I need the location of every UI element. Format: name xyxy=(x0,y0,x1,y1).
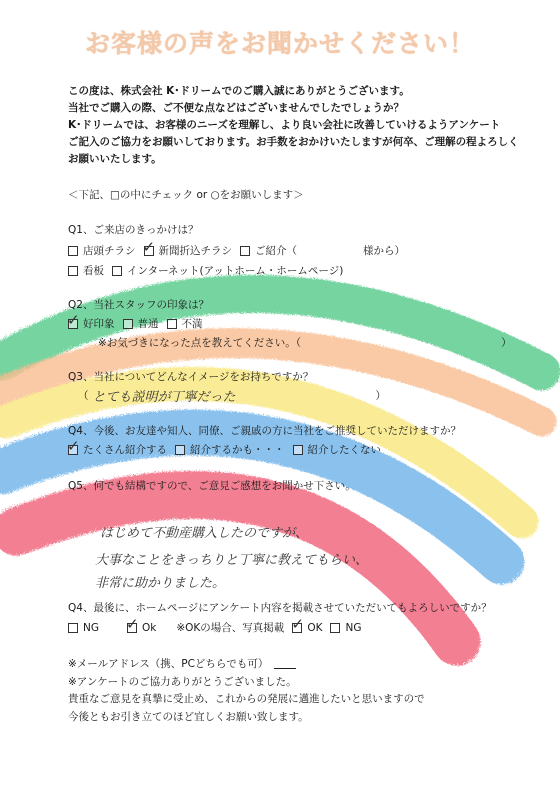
checkbox[interactable] xyxy=(123,319,133,329)
question-1-options-row1 xyxy=(68,243,405,258)
handwritten-answer: とても説明が丁寧だった xyxy=(92,390,236,405)
handwritten-line: 非常に助かりました。 xyxy=(95,576,226,591)
checkbox-checked[interactable] xyxy=(144,246,154,256)
question-2: Q2、当社スタッフの印象は？ xyxy=(68,299,209,311)
checkbox[interactable] xyxy=(175,445,185,455)
option-photo-ok[interactable]: ✓ OK xyxy=(292,622,322,634)
answer-open: （ xyxy=(78,390,89,402)
checkbox-checked[interactable] xyxy=(68,319,78,329)
handwritten-line: はじめて不動産購入したのですが、 xyxy=(100,526,309,541)
question-1: Q1、ご来店のきっかけは？ xyxy=(68,224,199,236)
option-good-impression[interactable]: ✓ 好印象 xyxy=(68,316,115,331)
checkbox[interactable] xyxy=(112,266,122,276)
checkbox-checked[interactable] xyxy=(68,445,78,455)
question-4-options xyxy=(68,442,389,457)
option-recommend-many[interactable]: ✓ たくさん紹介する xyxy=(68,442,167,457)
page-title: お客様の声をお聞かせください！ xyxy=(84,29,475,58)
option-ok[interactable]: ✓ Ok xyxy=(127,622,156,634)
option-photo-ng[interactable]: NG xyxy=(330,622,361,634)
option-average[interactable]: 普通 xyxy=(123,316,159,331)
option-signboard[interactable]: 看板 xyxy=(68,263,104,278)
question-5: Q5、何でも結構ですので、ご意見ご感想をお聞かせ下さい。 xyxy=(68,480,356,492)
closing-line-1: 貴重なご意見を真摯に受止め、これからの発展に邁進したいと思いますので xyxy=(68,693,425,705)
checkbox[interactable] xyxy=(240,246,250,256)
checkbox[interactable] xyxy=(68,246,78,256)
checkbox[interactable] xyxy=(68,266,78,276)
intro-line: 当社でご購入の際、ご不便な点などはございませんでしたでしょうか？ xyxy=(68,102,404,114)
question-6-options xyxy=(68,620,369,635)
option-referral[interactable]: ご紹介（ xyxy=(240,243,297,258)
checkbox[interactable] xyxy=(293,445,303,455)
intro-line: この度は、株式会社 K･ドリームでのご購入誠にありがとうございます。 xyxy=(68,85,410,97)
email-label: ※メールアドレス（携、PCどちらでも可） xyxy=(68,658,269,670)
photo-label: ※OKの場合、写真掲載 xyxy=(176,622,285,634)
intro-line: ご記入のご協力をお願いしております。お手数をおかけいたしますが何卒、ご理解の程よろしく xyxy=(68,136,519,148)
email-row xyxy=(68,656,296,671)
option-internet[interactable]: インターネット(アットホーム・ホームページ) xyxy=(112,263,343,278)
answer-close: ） xyxy=(375,390,387,402)
checkbox-checked[interactable] xyxy=(127,623,137,633)
intro-line: K･ドリームでは、お客様のニーズを理解し、より良い会社に改善していけるようアンケート xyxy=(68,119,501,131)
comment-close: ） xyxy=(501,337,512,349)
closing-line-2: 今後ともお引き立てのほど宜しくお願い致します。 xyxy=(68,711,309,723)
referral-suffix: 様から） xyxy=(363,245,405,257)
checkbox[interactable] xyxy=(68,623,78,633)
intro-paragraph xyxy=(68,83,519,168)
option-no-recommend[interactable]: 紹介したくない xyxy=(293,442,382,457)
option-ng[interactable]: NG xyxy=(68,622,99,634)
question-2-comment xyxy=(98,335,512,350)
email-blank[interactable] xyxy=(274,659,296,669)
question-2-options xyxy=(68,316,211,331)
checkbox[interactable] xyxy=(167,319,177,329)
question-6: Q4、最後に、ホームページにアンケート内容を掲載させていただいてもよろしいですか？ xyxy=(68,602,492,614)
thanks-text: ※アンケートのご協力ありがとうございました。 xyxy=(68,676,297,688)
intro-line: お願いいたします。 xyxy=(68,153,162,165)
instruction-note: ＜下記、□の中にチェック or ○をお願いします＞ xyxy=(68,189,304,201)
question-3: Q3、当社についてどんなイメージをお持ちですか？ xyxy=(68,371,314,383)
option-newspaper-flyer[interactable]: ✓ 新聞折込チラシ xyxy=(144,243,233,258)
question-1-options-row2 xyxy=(68,263,351,278)
comment-prompt: ※お気づきになった点を教えてください。（ xyxy=(98,337,302,349)
checkbox-checked[interactable] xyxy=(292,623,302,633)
question-3-answer xyxy=(78,386,386,405)
option-storefront-flyer[interactable]: 店頭チラシ xyxy=(68,243,136,258)
checkbox[interactable] xyxy=(330,623,340,633)
option-may-recommend[interactable]: 紹介するかも・・・ xyxy=(175,442,285,457)
handwritten-line: 大事なことをきっちりと丁寧に教えてもらい、 xyxy=(95,553,369,568)
option-dissatisfied[interactable]: 不満 xyxy=(167,316,203,331)
question-4: Q4、今後、お友達や知人、同僚、ご親戚の方に当社をご推奨していただけますか？ xyxy=(68,425,461,437)
